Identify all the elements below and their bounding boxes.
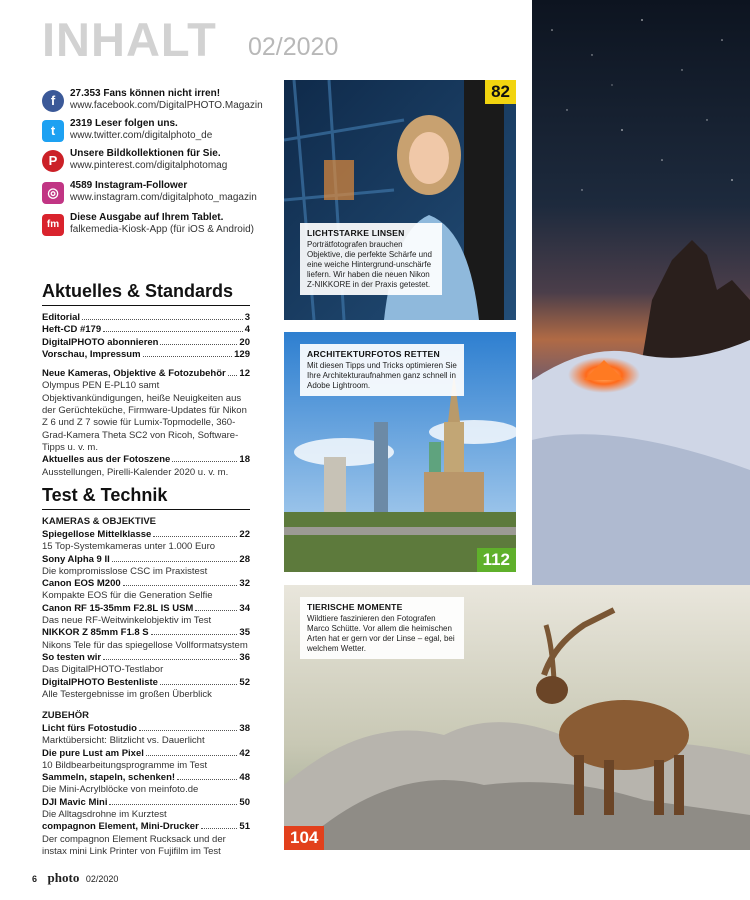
caption-text: Mit diesen Tipps und Tricks optimieren Sie Ihre Architekturaufnahmen ganz schnell in Adobe Lightroom. — [307, 361, 457, 390]
toc-page: 42 — [239, 747, 250, 759]
toc-description: Die kompromisslose CSC im Praxistest — [42, 565, 208, 577]
toc-title: Canon EOS M200 — [42, 578, 121, 590]
toc-entry[interactable] — [42, 324, 250, 336]
toc-page: 22 — [239, 529, 250, 540]
page-badge: 104 — [284, 826, 324, 850]
section-heading-test: Test & Technik — [42, 484, 250, 510]
toc-description: Ausstellungen, Pirelli-Kalender 2020 u. v. m. — [42, 466, 229, 478]
toc-description: Die Alltagsdrohne im Kurztest — [42, 809, 167, 821]
toc-aktuelles — [42, 312, 250, 479]
toc-page: 52 — [239, 676, 250, 688]
social-title: 27.353 Fans können nicht irren! — [70, 88, 221, 99]
page-footer — [32, 872, 118, 885]
social-item-pinterest[interactable] — [42, 148, 282, 176]
feature-portrait[interactable] — [284, 80, 516, 320]
toc-leader — [146, 755, 238, 756]
kiosk-app-icon: fm — [42, 214, 64, 236]
toc-entry[interactable] — [42, 821, 250, 833]
toc-leader — [195, 610, 237, 611]
toc-description: Das DigitalPHOTO-Testlabor — [42, 664, 164, 676]
toc-leader — [143, 356, 233, 357]
toc-entry[interactable] — [42, 677, 250, 689]
toc-page: 34 — [239, 602, 250, 614]
toc-page: 28 — [239, 553, 250, 565]
toc-title: Editorial — [42, 312, 81, 323]
toc-title: Sony Alpha 9 II — [42, 553, 110, 565]
caption-title: LICHTSTARKE LINSEN — [307, 228, 405, 238]
toc-entry[interactable] — [42, 349, 250, 361]
toc-leader — [160, 344, 237, 345]
toc-description: Nikons Tele für das spiegellose Vollformatsystem — [42, 639, 248, 651]
instagram-icon: ◎ — [42, 182, 64, 204]
toc-page: 48 — [239, 772, 250, 784]
toc-page: 38 — [239, 723, 250, 734]
toc-entry[interactable] — [42, 603, 250, 615]
toc-leader — [103, 331, 243, 332]
toc-entry[interactable] — [42, 529, 250, 541]
toc-description: 15 Top-Systemkameras unter 1.000 Euro — [42, 541, 216, 553]
toc-leader — [201, 828, 238, 829]
magazine-logo: photo — [47, 870, 80, 885]
toc-title: Canon RF 15-35mm F2.8L IS USM — [42, 602, 194, 614]
toc-description: Olympus PEN E-PL10 samt Objektivankündigungen, heiße Neuigkeiten aus der Gerüchteküche, Firmware-Updates für Nikon Z 6 und Z 7 sowie für Lumix-Topmodelle, 360-Grad-Kamera Theta SC2 von Ricoh, Software-Tipps u. v. m. — [42, 380, 247, 453]
toc-entry[interactable] — [42, 652, 250, 664]
toc-entry[interactable] — [42, 368, 250, 380]
toc-page: 12 — [239, 368, 250, 380]
toc-title: Die pure Lust am Pixel — [42, 747, 144, 759]
toc-leader — [82, 319, 243, 320]
social-item-instagram[interactable] — [42, 180, 282, 208]
toc-entry[interactable] — [42, 723, 250, 735]
toc-title: Heft-CD #179 — [42, 324, 102, 336]
social-url[interactable]: www.facebook.com/DigitalPHOTO.Magazin — [70, 100, 263, 111]
toc-title: DigitalPHOTO abonnieren — [42, 336, 159, 348]
toc-leader — [109, 804, 237, 805]
toc-title: DJI Mavic Mini — [42, 796, 108, 808]
page-title: INHALT — [42, 13, 217, 66]
issue-date: 02/2020 — [248, 33, 339, 61]
section-heading-aktuelles: Aktuelles & Standards — [42, 280, 250, 306]
toc-description: Der compagnon Element Rucksack und der instax mini Link Printer von Fujifilm im Test — [42, 833, 226, 857]
facebook-icon: f — [42, 90, 64, 112]
caption-title: TIERISCHE MOMENTE — [307, 602, 403, 612]
social-title: 2319 Leser folgen uns. — [70, 118, 178, 129]
feature-caption — [300, 223, 442, 295]
social-title: 4589 Instagram-Follower — [70, 180, 188, 191]
toc-title: Neue Kameras, Objektive & Fotozubehör — [42, 368, 226, 380]
social-item-kiosk[interactable] — [42, 212, 282, 240]
social-title: Unsere Bildkollektionen für Sie. — [70, 148, 221, 159]
toc-page: 32 — [239, 578, 250, 590]
toc-leader — [139, 730, 237, 731]
toc-description: Die Mini-Acrylblöcke von meinfoto.de — [42, 784, 199, 796]
toc-page: 20 — [239, 336, 250, 348]
toc-title: Licht fürs Fotostudio — [42, 723, 137, 734]
toc-page: 36 — [239, 651, 250, 663]
toc-title: So testen wir — [42, 651, 102, 663]
feature-cityscape[interactable] — [284, 332, 516, 572]
toc-title: DigitalPHOTO Bestenliste — [42, 676, 158, 688]
toc-page: 4 — [244, 324, 250, 336]
toc-page: 50 — [239, 796, 250, 808]
social-item-facebook[interactable] — [42, 88, 282, 116]
caption-text: Wildtiere faszinieren den Fotografen Marco Schütte. Vor allem die heimischen Arten hat er gern vor der Linse – egal, bei welchem Wetter. — [307, 614, 455, 653]
toc-leader — [228, 375, 238, 376]
toc-entry[interactable] — [42, 627, 250, 639]
social-url[interactable]: www.pinterest.com/digitalphotomag — [70, 160, 228, 171]
caption-title: ARCHITEKTURFOTOS RETTEN — [307, 349, 440, 359]
social-url: falkemedia-Kiosk-App (für iOS & Android) — [70, 224, 254, 235]
toc-leader — [172, 461, 237, 462]
toc-title: compagnon Element, Mini-Drucker — [42, 821, 199, 833]
toc-description: Das neue RF-Weitwinkelobjektiv im Test — [42, 615, 212, 627]
pinterest-icon: P — [42, 150, 64, 172]
toc-page: 35 — [239, 627, 250, 639]
toc-title: Vorschau, Impressum — [42, 348, 141, 360]
footer-issue: 02/2020 — [85, 874, 119, 884]
toc-entry[interactable] — [42, 454, 250, 466]
toc-description: Marktübersicht: Blitzlicht vs. Dauerlicht — [42, 735, 205, 747]
page-badge: 112 — [477, 548, 516, 572]
toc-entry[interactable] — [42, 578, 250, 590]
toc-entry[interactable] — [42, 797, 250, 809]
toc-page: 3 — [244, 312, 250, 323]
feature-caption — [300, 597, 464, 659]
toc-leader — [151, 634, 238, 635]
photo-night-mountain — [532, 0, 750, 585]
toc-page: 51 — [239, 821, 250, 833]
toc-page: 18 — [239, 454, 250, 466]
toc-title: Aktuelles aus der Fotoszene — [42, 454, 171, 466]
toc-leader — [153, 536, 237, 537]
toc-entry[interactable] — [42, 312, 250, 324]
toc-leader — [103, 659, 237, 660]
social-title: Diese Ausgabe auf Ihrem Tablet. — [70, 212, 224, 223]
subsection-heading-zubehoer: ZUBEHÖR — [42, 710, 89, 721]
toc-zubehoer — [42, 723, 250, 858]
page-badge: 82 — [485, 80, 516, 104]
toc-entry[interactable] — [42, 337, 250, 349]
toc-page: 129 — [234, 348, 250, 360]
toc-description: Kompakte EOS für die Generation Selfie — [42, 590, 213, 602]
toc-kameras — [42, 529, 250, 701]
night-mountain-image — [532, 0, 750, 585]
toc-leader — [112, 561, 238, 562]
twitter-icon: t — [42, 120, 64, 142]
social-url[interactable]: www.instagram.com/digitalphoto_magazin — [70, 192, 257, 203]
toc-entry[interactable] — [42, 748, 250, 760]
toc-title: NIKKOR Z 85mm F1.8 S — [42, 627, 149, 639]
subsection-heading-kameras: KAMERAS & OBJEKTIVE — [42, 516, 157, 527]
social-item-twitter[interactable] — [42, 118, 282, 146]
toc-title: Sammeln, stapeln, schenken! — [42, 772, 176, 784]
feature-caption — [300, 344, 464, 396]
toc-entry[interactable] — [42, 554, 250, 566]
toc-leader — [177, 779, 237, 780]
toc-entry[interactable] — [42, 772, 250, 784]
toc-description: 10 Bildbearbeitungsprogramme im Test — [42, 759, 208, 771]
page-number: 6 — [32, 874, 38, 884]
toc-title: Spiegellose Mittelklasse — [42, 529, 152, 540]
feature-ibex[interactable] — [284, 585, 750, 850]
toc-leader — [123, 585, 238, 586]
social-url[interactable]: www.twitter.com/digitalphoto_de — [70, 130, 213, 141]
toc-description: Alle Testergebnisse im großen Überblick — [42, 688, 212, 700]
toc-leader — [160, 684, 237, 685]
caption-text: Porträtfotografen brauchen Objektive, die perfekte Schärfe und eine weiche Hintergrund-unschärfe liefern. Wir haben die neuen Nikon Z-NIKKORE in der Praxis getestet. — [307, 240, 432, 289]
